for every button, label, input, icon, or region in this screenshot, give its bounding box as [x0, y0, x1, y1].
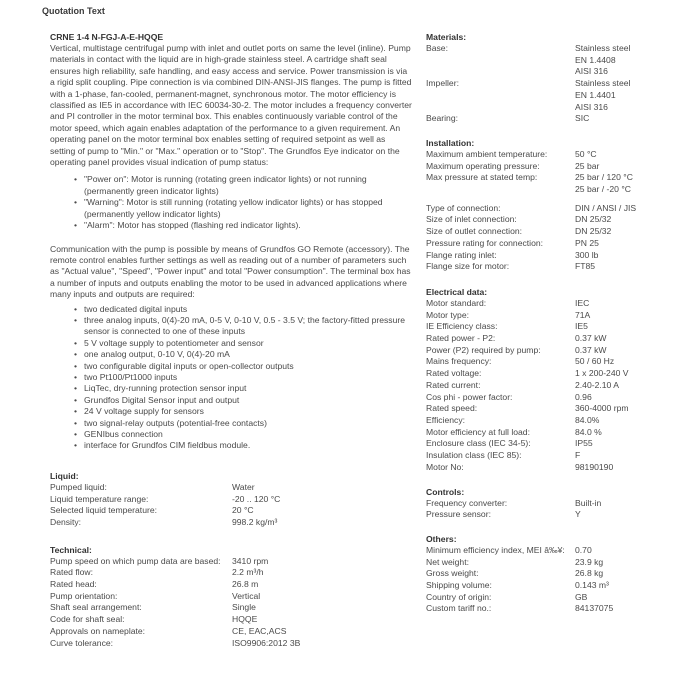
- others-table: [426, 545, 676, 615]
- spec-label: Density:: [50, 516, 82, 527]
- spec-value: 98190190: [575, 461, 614, 472]
- spec-label: Shaft seal arrangement:: [50, 602, 142, 613]
- others-heading: Others:: [426, 533, 457, 544]
- list-item: • LiqTec, dry-running protection sensor input: [50, 383, 412, 394]
- spec-label: Code for shaft seal:: [50, 614, 125, 625]
- spec-row: [426, 250, 676, 262]
- list-item: • three analog inputs, 0(4)-20 mA, 0-5 V, 0-10 V, 0.5 - 3.5 V; the factory-fitted pressure sensor is connected to one of these inputs: [50, 315, 412, 338]
- spec-row: [426, 102, 676, 114]
- spec-value: F: [575, 450, 581, 461]
- spec-label: Country of origin:: [426, 591, 492, 602]
- spec-value: DN 25/32: [575, 226, 612, 237]
- spec-value: 84137075: [575, 603, 614, 614]
- spec-row: [50, 494, 412, 506]
- spec-label: Cos phi - power factor:: [426, 391, 513, 402]
- spec-value: GB: [575, 591, 588, 602]
- spec-value: 50 °C: [575, 148, 597, 159]
- liquid-heading: Liquid:: [50, 470, 79, 481]
- spec-value: 0.37 kW: [575, 333, 607, 344]
- spec-row: [50, 591, 412, 603]
- spec-value: -20 .. 120 °C: [232, 493, 281, 504]
- spec-value: AISI 316: [575, 101, 608, 112]
- spec-value: 300 lb: [575, 249, 599, 260]
- list-item: • "Alarm": Motor has stopped (flashing red indicator lights).: [50, 220, 412, 231]
- spec-label: Size of outlet connection:: [426, 226, 523, 237]
- spec-value: ISO9906:2012 3B: [232, 637, 301, 648]
- spec-value: 84.0 %: [575, 426, 602, 437]
- spec-label: [426, 102, 575, 114]
- list-item: • "Warning": Motor is still running (rotating yellow indicator lights) or has stopped (permanently yellow indicator lights): [50, 197, 412, 220]
- spec-row: [426, 568, 676, 580]
- spec-label: Flange size for motor:: [426, 261, 510, 272]
- spec-label: Motor No:: [426, 461, 464, 472]
- spec-value: SIC: [575, 113, 590, 124]
- list-item: • "Power on": Motor is running (rotating green indicator lights) or not running (permanently green indicator lights): [50, 174, 412, 197]
- spec-row: [426, 345, 676, 357]
- spec-label: Mains frequency:: [426, 356, 492, 367]
- spec-label: [426, 90, 575, 102]
- spec-label: Pump speed on which pump data are based:: [50, 555, 221, 566]
- spec-label: Shipping volume:: [426, 580, 492, 591]
- spec-row: [426, 403, 676, 415]
- spec-value: Vertical: [232, 590, 261, 601]
- materials-table: [426, 43, 676, 125]
- spec-row: [426, 509, 676, 521]
- list-item: • 5 V voltage supply to potentiometer and sensor: [50, 338, 412, 349]
- spec-value: 0.70: [575, 544, 592, 555]
- installation-table: [426, 149, 676, 273]
- list-item: • interface for Grundfos CIM fieldbus module.: [50, 440, 412, 451]
- spec-row: [426, 43, 676, 55]
- spec-value: Stainless steel: [575, 43, 631, 53]
- spec-row: [426, 557, 676, 569]
- spec-row: [426, 498, 676, 510]
- spec-value: Y: [575, 509, 581, 520]
- spec-row: [426, 78, 676, 90]
- spec-row: [50, 602, 412, 614]
- spec-label: Pressure sensor:: [426, 509, 491, 520]
- spec-label: Base:: [426, 43, 448, 53]
- spec-value: 0.37 kW: [575, 344, 607, 355]
- spec-value: Water: [232, 481, 255, 492]
- spec-label: Rated head:: [50, 579, 97, 590]
- spec-label: Power (P2) required by pump:: [426, 344, 541, 355]
- spec-value: 20 °C: [232, 505, 254, 516]
- spec-row: [426, 261, 676, 273]
- right-column: [426, 32, 676, 615]
- spec-value: 2.40-2.10 A: [575, 379, 619, 390]
- spec-value: 3410 rpm: [232, 555, 269, 566]
- list-item: • Grundfos Digital Sensor input and output: [50, 395, 412, 406]
- spec-label: Rated flow:: [50, 567, 93, 578]
- spec-row: [426, 214, 676, 226]
- spec-value: 1 x 200-240 V: [575, 368, 629, 379]
- spec-row: [50, 482, 412, 494]
- spec-label: Liquid temperature range:: [50, 493, 149, 504]
- spec-row: [426, 113, 676, 125]
- io-list: [50, 304, 412, 452]
- electrical-heading: Electrical data:: [426, 286, 488, 297]
- spec-row: [426, 298, 676, 310]
- left-column: [50, 32, 412, 649]
- communication-description: Communication with the pump is possible by means of Grundfos GO Remote (accessory). The remote control enables further settings as well as reading out of a number of parameters such as "Actual value", "Speed", "Power input" and total "Power consumption". The terminal box has a number of inputs and outputs enabling the motor to be used in advanced applications where many inputs and outputs are required:: [50, 243, 411, 300]
- spec-value: 84.0%: [575, 414, 600, 425]
- spec-label: Insulation class (IEC 85):: [426, 450, 522, 461]
- spec-value: 23.9 kg: [575, 556, 604, 567]
- spec-label: Net weight:: [426, 556, 469, 567]
- spec-label: Efficiency:: [426, 414, 466, 425]
- spec-row: [426, 380, 676, 392]
- product-title: CRNE 1-4 N-FGJ-A-E-HQQE: [50, 32, 164, 42]
- list-item: • two configurable digital inputs or open-collector outputs: [50, 361, 412, 372]
- spec-label: [426, 66, 575, 78]
- electrical-table: [426, 298, 676, 474]
- spec-value: 71A: [575, 309, 591, 320]
- spec-row: [426, 333, 676, 345]
- spec-row: [426, 66, 676, 78]
- spec-row: [426, 603, 676, 615]
- spec-value: DIN / ANSI / JIS: [575, 202, 637, 213]
- list-item: • two signal-relay outputs (potential-free contacts): [50, 418, 412, 429]
- spec-label: Minimum efficiency index, MEI â‰¥:: [426, 544, 565, 555]
- spec-value: 0.96: [575, 391, 592, 402]
- materials-heading: Materials:: [426, 32, 467, 42]
- spec-value: DN 25/32: [575, 214, 612, 225]
- spec-value: CE, EAC,ACS: [232, 625, 287, 636]
- spec-value: Built-in: [575, 497, 602, 508]
- spec-value: EN 1.4408: [575, 54, 616, 65]
- spec-value: 26.8 m: [232, 579, 259, 590]
- spec-label: Rated speed:: [426, 403, 478, 414]
- spec-label: Type of connection:: [426, 202, 501, 213]
- status-list: [50, 174, 412, 231]
- spec-row: [426, 427, 676, 439]
- spec-label: Enclosure class (IEC 34-5):: [426, 438, 531, 449]
- spec-label: Custom tariff no.:: [426, 603, 492, 614]
- spec-label: Rated current:: [426, 379, 481, 390]
- spec-row: [426, 592, 676, 604]
- spec-label: Pump orientation:: [50, 590, 118, 601]
- spec-row: [426, 450, 676, 462]
- spec-value: IP55: [575, 438, 593, 449]
- installation-heading: Installation:: [426, 137, 475, 148]
- controls-table: [426, 498, 676, 521]
- spec-label: Pumped liquid:: [50, 481, 107, 492]
- spec-row: [426, 161, 676, 173]
- spec-label: Motor efficiency at full load:: [426, 426, 530, 437]
- spec-label: [426, 184, 575, 196]
- spec-row: [426, 203, 676, 215]
- spec-label: IE Efficiency class:: [426, 321, 498, 332]
- spec-row: [426, 462, 676, 474]
- spec-row: [50, 505, 412, 517]
- spec-label: Frequency converter:: [426, 497, 508, 508]
- spec-value: 25 bar / 120 °C: [575, 172, 633, 183]
- spec-label: Motor type:: [426, 309, 469, 320]
- spec-row: [426, 392, 676, 404]
- spec-value: 25 bar / -20 °C: [575, 184, 631, 195]
- technical-table: [50, 556, 412, 650]
- spec-value: 25 bar: [575, 160, 600, 171]
- spec-row: [426, 368, 676, 380]
- spec-value: 50 / 60 Hz: [575, 356, 615, 367]
- spec-row: [50, 517, 412, 529]
- page-title: Quotation Text: [42, 6, 105, 16]
- list-item: • one analog output, 0-10 V, 0(4)-20 mA: [50, 349, 412, 360]
- spec-row: [426, 184, 676, 196]
- spec-row: [426, 580, 676, 592]
- spec-value: Stainless steel: [575, 78, 631, 89]
- spec-label: Approvals on nameplate:: [50, 625, 146, 636]
- spec-value: 998.2 kg/m³: [232, 516, 278, 527]
- spec-row: [426, 415, 676, 427]
- spec-label: Bearing:: [426, 113, 459, 124]
- spec-row: [426, 55, 676, 67]
- spec-row: [426, 545, 676, 557]
- spec-row: [426, 90, 676, 102]
- spec-label: Flange rating inlet:: [426, 249, 497, 260]
- product-description: Vertical, multistage centrifugal pump with inlet and outlet ports on same the level (inline). Pump materials in contact with the liquid are in high-grade stainless steel. A cartridge shaft seal ensures high reliability, safe handling, and easy access and service. Power transmission is via a rigid split coupling. Pipe connection is via combined DIN-ANSI-JIS flanges. The pump is fitted with a 1-phase, fan-cooled, permanent-magnet, synchronous motor. The motor efficiency is classified as IE5 in accordance with IEC 60034-30-2. The motor includes a frequency converter and PI controller in the motor terminal box. This enables continuously variable control of the motor speed, which again enables adaptation of the performance to a given requirement. An operating panel on the motor terminal box enables setting of required setpoint as well as setting of pump to "Min." or "Max." operation or to "Stop". The Grundfos Eye indicator on the operating panel provides visual indication of pump status:: [50, 43, 412, 168]
- spec-label: [426, 55, 575, 67]
- spec-value: IEC: [575, 297, 590, 308]
- spec-label: Rated voltage:: [426, 368, 482, 379]
- spec-label: Pressure rating for connection:: [426, 237, 544, 248]
- spec-row: [50, 614, 412, 626]
- spec-label: Motor standard:: [426, 297, 487, 308]
- spec-row: [426, 310, 676, 322]
- spec-label: Maximum ambient temperature:: [426, 148, 548, 159]
- list-item: • GENIbus connection: [50, 429, 412, 440]
- spec-value: IE5: [575, 321, 588, 332]
- spec-value: 360-4000 rpm: [575, 403, 629, 414]
- spec-row: [50, 556, 412, 568]
- list-item: • two dedicated digital inputs: [50, 304, 412, 315]
- spec-row: [426, 356, 676, 368]
- liquid-table: [50, 482, 412, 529]
- spec-row: [426, 149, 676, 161]
- spec-value: EN 1.4401: [575, 89, 616, 100]
- spec-label: Selected liquid temperature:: [50, 505, 158, 516]
- spec-row: [426, 172, 676, 184]
- spec-label: Max pressure at stated temp:: [426, 172, 538, 183]
- spec-label: Curve tolerance:: [50, 637, 114, 648]
- spec-row: [426, 226, 676, 238]
- spec-value: 2.2 m³/h: [232, 567, 264, 578]
- spec-value: AISI 316: [575, 66, 608, 77]
- spec-label: Impeller:: [426, 78, 459, 89]
- spec-row: [426, 438, 676, 450]
- spec-row: [50, 579, 412, 591]
- spec-value: HQQE: [232, 614, 258, 625]
- spec-row: [50, 638, 412, 650]
- spec-value: 26.8 kg: [575, 568, 604, 579]
- spec-value: FT85: [575, 261, 596, 272]
- spec-row: [426, 238, 676, 250]
- spec-value: 0.143 m³: [575, 580, 609, 591]
- spec-row: [50, 567, 412, 579]
- list-item: • 24 V voltage supply for sensors: [50, 406, 412, 417]
- spec-label: Size of inlet connection:: [426, 214, 517, 225]
- spec-label: Maximum operating pressure:: [426, 160, 540, 171]
- spec-value: PN 25: [575, 237, 599, 248]
- spec-value: Single: [232, 602, 256, 613]
- spec-label: Gross weight:: [426, 568, 479, 579]
- technical-heading: Technical:: [50, 544, 92, 555]
- spec-label: Rated power - P2:: [426, 333, 496, 344]
- spec-row: [50, 626, 412, 638]
- list-item: • two Pt100/Pt1000 inputs: [50, 372, 412, 383]
- controls-heading: Controls:: [426, 486, 465, 497]
- spec-row: [426, 321, 676, 333]
